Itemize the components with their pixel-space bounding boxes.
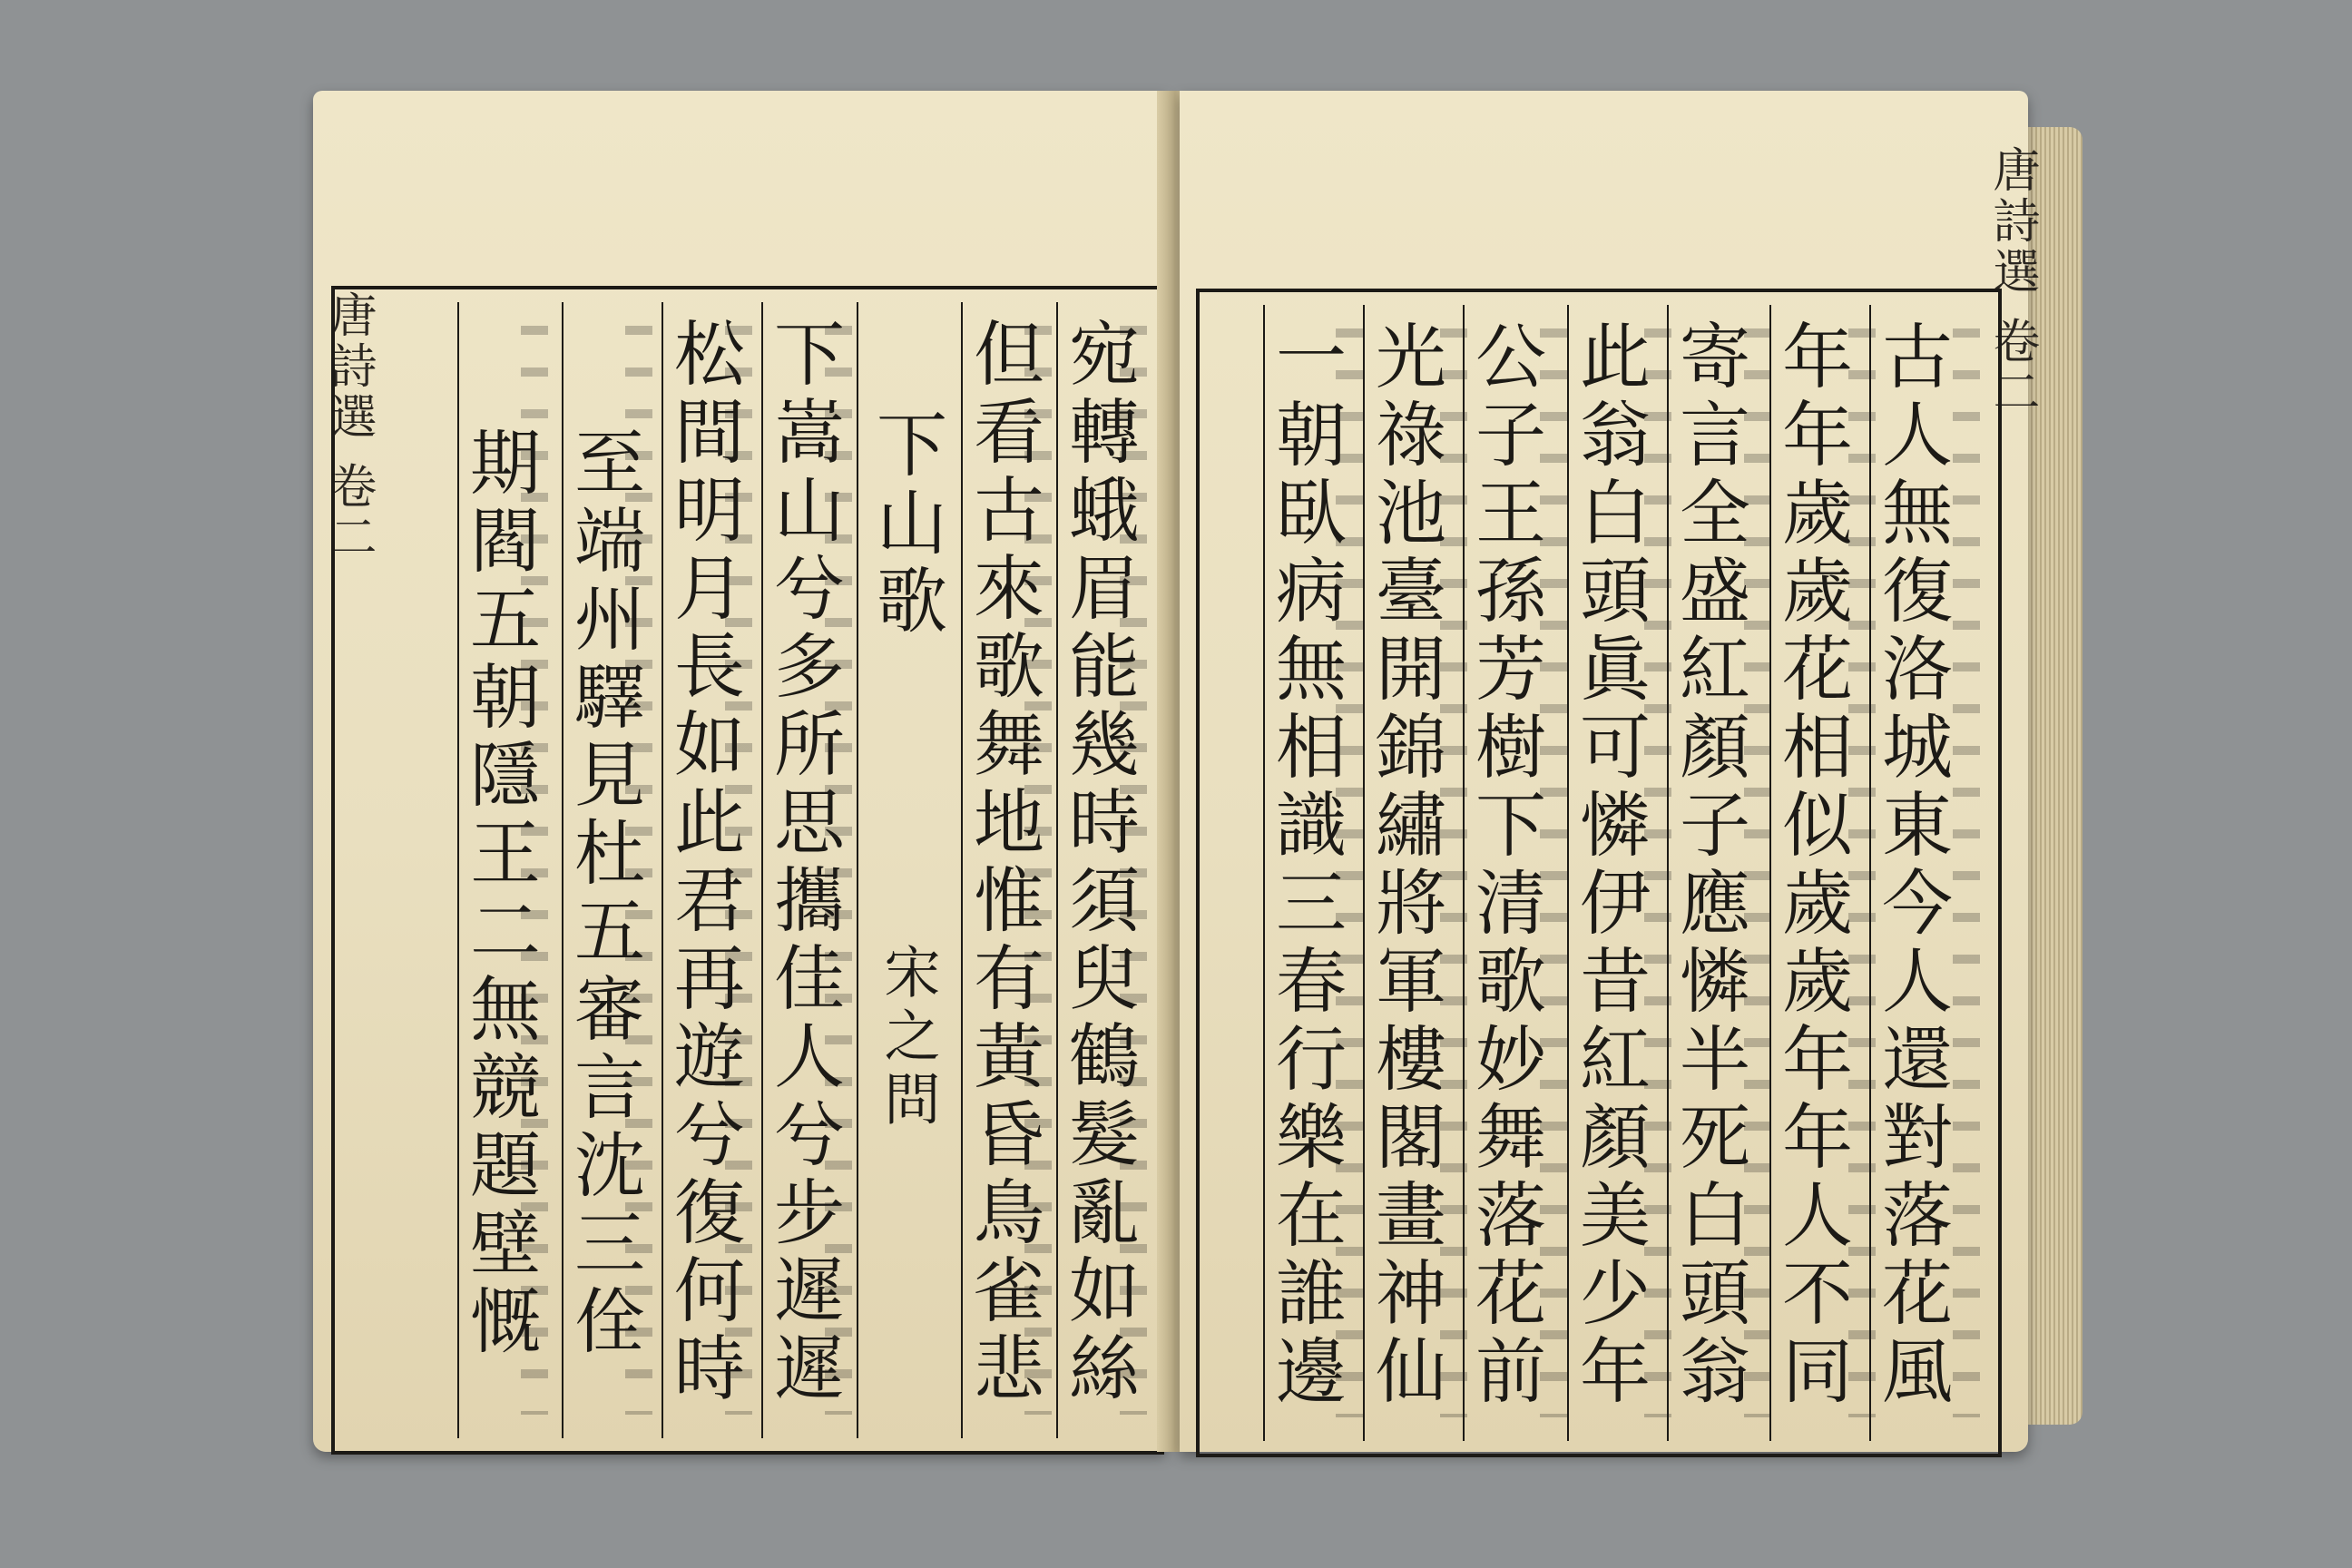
text-column: 一朝臥病無相識三春行樂在誰邊 <box>1264 319 1346 1412</box>
right-margin-title: 唐詩選 卷二 <box>1984 145 2039 418</box>
left-margin-title: 唐詩選 卷二 <box>321 290 376 564</box>
text-column: 松間明月長如此君再遊兮復何時 <box>662 317 744 1409</box>
column-rule <box>857 302 858 1438</box>
text-column: 古人無復洛城東今人還對落花風 <box>1870 319 1952 1412</box>
reading-glosses <box>1120 326 1147 1415</box>
text-column: 光祿池臺開錦繡將軍樓閣畫神仙 <box>1364 319 1446 1412</box>
reading-glosses <box>521 326 548 1415</box>
reading-glosses <box>1744 328 1771 1417</box>
left-text-frame <box>331 286 1164 1455</box>
reading-glosses <box>1644 328 1671 1417</box>
poet-name: 宋之問 <box>875 943 941 1133</box>
text-column: 公子王孫芳樹下清歌妙舞落花前 <box>1464 319 1545 1412</box>
reading-glosses <box>1336 328 1363 1417</box>
text-column: 期閻五朝隱王二無競題壁慨 <box>458 426 540 1362</box>
text-column: 年年歲歲花相似歲歲年年人不同 <box>1770 319 1852 1412</box>
text-column: 此翁白頭眞可憐伊昔紅顏美少年 <box>1568 319 1650 1412</box>
right-text-frame <box>1196 289 2002 1457</box>
reading-glosses <box>1540 328 1567 1417</box>
reading-glosses <box>1024 326 1052 1415</box>
reading-glosses <box>625 326 652 1415</box>
text-column: 但看古來歌舞地惟有黃昏鳥雀悲 <box>962 317 1044 1409</box>
reading-glosses <box>725 326 752 1415</box>
reading-glosses <box>1440 328 1467 1417</box>
text-column: 寄言全盛紅顏子應憐半死白頭翁 <box>1668 319 1749 1412</box>
reading-glosses <box>1848 328 1876 1417</box>
poem-title: 下山歌 <box>865 407 946 642</box>
open-book <box>304 91 2078 1461</box>
reading-glosses <box>825 326 852 1415</box>
right-page <box>1180 91 2039 1452</box>
text-column: 至端州驛見杜五審言沈三佺 <box>563 426 644 1362</box>
reading-glosses <box>1953 328 1980 1417</box>
text-column: 下嵩山兮多所思攜佳人兮步遲遲 <box>762 317 844 1409</box>
left-page <box>313 91 1166 1452</box>
text-column: 宛轉蛾眉能幾時須臾鶴髮亂如絲 <box>1057 317 1139 1409</box>
